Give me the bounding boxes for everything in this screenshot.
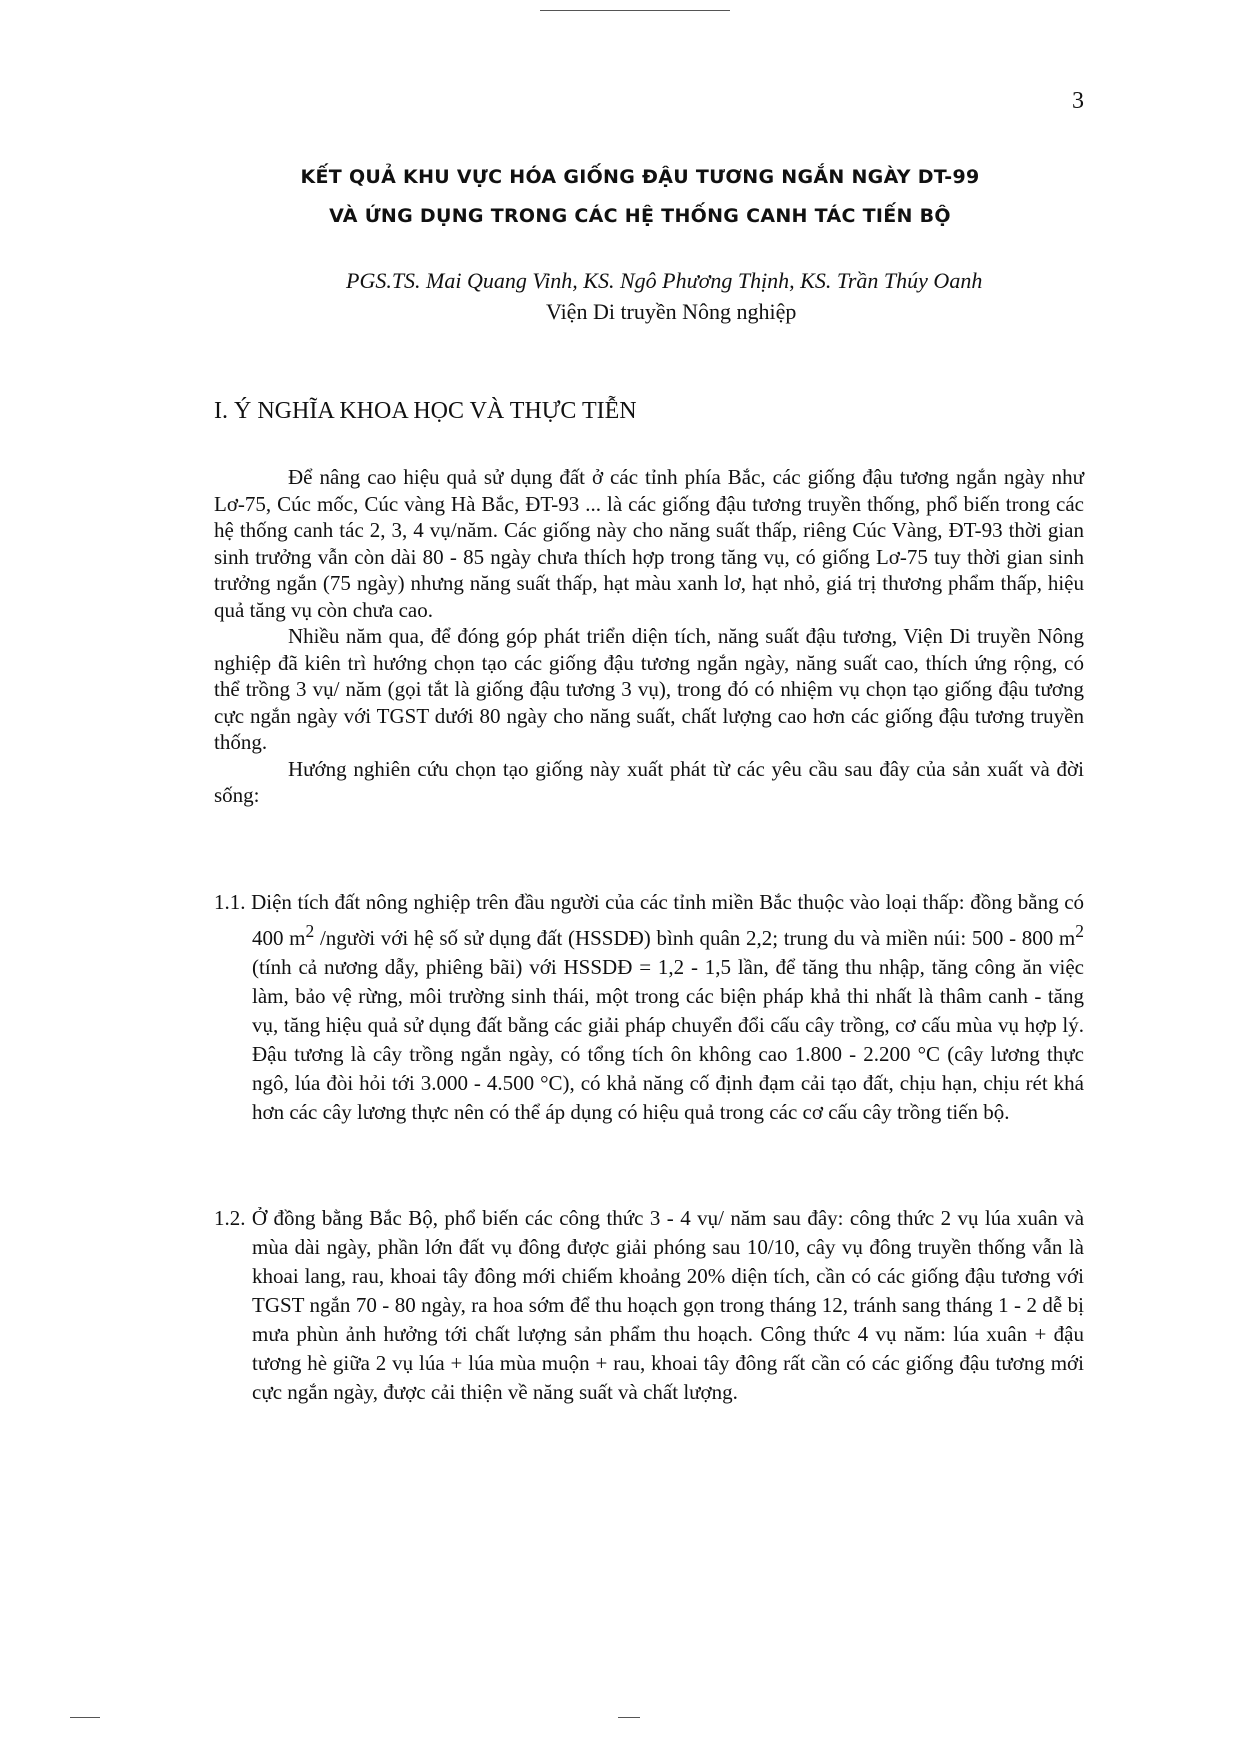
- list-number: 1.1.: [214, 890, 246, 914]
- paragraph-1: Để nâng cao hiệu quả sử dụng đất ở các tỉnh phía Bắc, các giống đậu tương ngắn ngày như Lơ-75, Cúc mốc, Cúc vàng Hà Bắc, ĐT-93 ... là các giống đậu tương truyền thống, phổ biến trong các hệ thống canh tác 2, 3, 4 vụ/năm. Các giống này cho năng suất thấp, riêng Cúc Vàng, ĐT-93 thời gian sinh trưởng vẫn còn dài 80 - 85 ngày chưa thích hợp trong tăng vụ, có giống Lơ-75 tuy thời gian sinh trưởng ngắn (75 ngày) nhưng năng suất thấp, hạt màu xanh lơ, hạt nhỏ, giá trị thương phẩm thấp, hiệu quả tăng vụ còn chưa cao.: [214, 465, 1084, 622]
- scan-mark-bottom-center: [618, 1717, 640, 1718]
- title-line-2: VÀ ỨNG DỤNG TRONG CÁC HỆ THỐNG CANH TÁC TIẾN BỘ: [329, 205, 951, 227]
- list-item-1-2: [214, 1204, 1084, 1407]
- title-line-1: KẾT QUẢ KHU VỰC HÓA GIỐNG ĐẬU TƯƠNG NGẮN NGÀY DT-99: [300, 166, 980, 188]
- list-item-1-2-text: 1.2. Ở đồng bằng Bắc Bộ, phổ biến các công thức 3 - 4 vụ/ năm sau đây: công thức 2 vụ lúa xuân và mùa dài ngày, phần lớn đất vụ đông được giải phóng sau 10/10, cây vụ đông truyền thống vẫn là khoai lang, rau, khoai tây đông mới chiếm khoảng 20% diện tích, cần có các giống đậu tương với TGST ngắn 70 - 80 ngày, ra hoa sớm để thu hoạch gọn trong tháng 12, tránh sang tháng 1 - 2 dễ bị mưa phùn ảnh hưởng tới chất lượng sản phẩm thu hoạch. Công thức 4 vụ năm: lúa xuân + đậu tương hè giữa 2 vụ lúa + lúa mùa muộn + rau, khoai tây đông rất cần có các giống đậu tương mới cực ngắn ngày, được cải thiện về năng suất và chất lượng.: [214, 1206, 1085, 1404]
- list-item-1-1: [214, 888, 1084, 1127]
- section-heading: I. Ý NGHĨA KHOA HỌC VÀ THỰC TIỄN: [214, 398, 637, 424]
- scan-mark-top: [540, 10, 730, 11]
- authors: PGS.TS. Mai Quang Vinh, KS. Ngô Phương Thịnh, KS. Trần Thúy Oanh: [346, 268, 983, 293]
- page-number: 3: [1072, 88, 1084, 114]
- scan-mark-bottom-left: [70, 1717, 100, 1718]
- intro-body: [214, 464, 1084, 809]
- list-item-1-1-text: 1.1. Diện tích đất nông nghiệp trên đầu người của các tỉnh miền Bắc thuộc vào loại thấp: đồng bằng có 400 $m^2$ /người với hệ số sử dụng đất (HSSDĐ) bình quân 2,2; trung du và miền núi: 500 - 800 $m^2$ (tính cả nương dẫy, phiêng bãi) với HSSDĐ = 1,2 - 1,5 lần, để tăng thu nhập, tăng công ăn việc làm, bảo vệ rừng, môi trường sinh thái, một trong các biện pháp khả thi nhất là thâm canh - tăng vụ, tăng hiệu quả sử dụng đất bằng các giải pháp chuyển đổi cấu cây trồng, cơ cấu mùa vụ hợp lý. Đậu tương là cây trồng ngắn ngày, có tổng tích ôn không cao 1.800 - 2.200 °C (cây lương thực ngô, lúa đòi hỏi tới 3.000 - 4.500 °C), có khả năng cố định đạm cải tạo đất, chịu hạn, chịu rét khá hơn các cây lương thực nên có thể áp dụng có hiệu quả trong các cơ cấu cây trồng tiến bộ.: [214, 890, 1085, 1124]
- paragraph-3: Hướng nghiên cứu chọn tạo giống này xuất phát từ các yêu cầu sau đây của sản xuất và đời sống:: [214, 756, 1084, 807]
- institution: Viện Di truyền Nông nghiệp: [546, 299, 797, 324]
- paragraph-2: Nhiều năm qua, để đóng góp phát triển diện tích, năng suất đậu tương, Viện Di truyền Nông nghiệp đã kiên trì hướng chọn tạo các giống đậu tương ngắn ngày, năng suất cao, thích ứng rộng, có thể trồng 3 vụ/ năm (gọi tắt là giống đậu tương 3 vụ), trong đó có nhiệm vụ chọn tạo giống đậu tương cực ngắn ngày với TGST dưới 80 ngày cho năng suất, chất lượng cao hơn các giống đậu tương truyền thống.: [214, 624, 1084, 754]
- paper-title: [150, 158, 1130, 236]
- list-number: 1.2.: [214, 1206, 246, 1230]
